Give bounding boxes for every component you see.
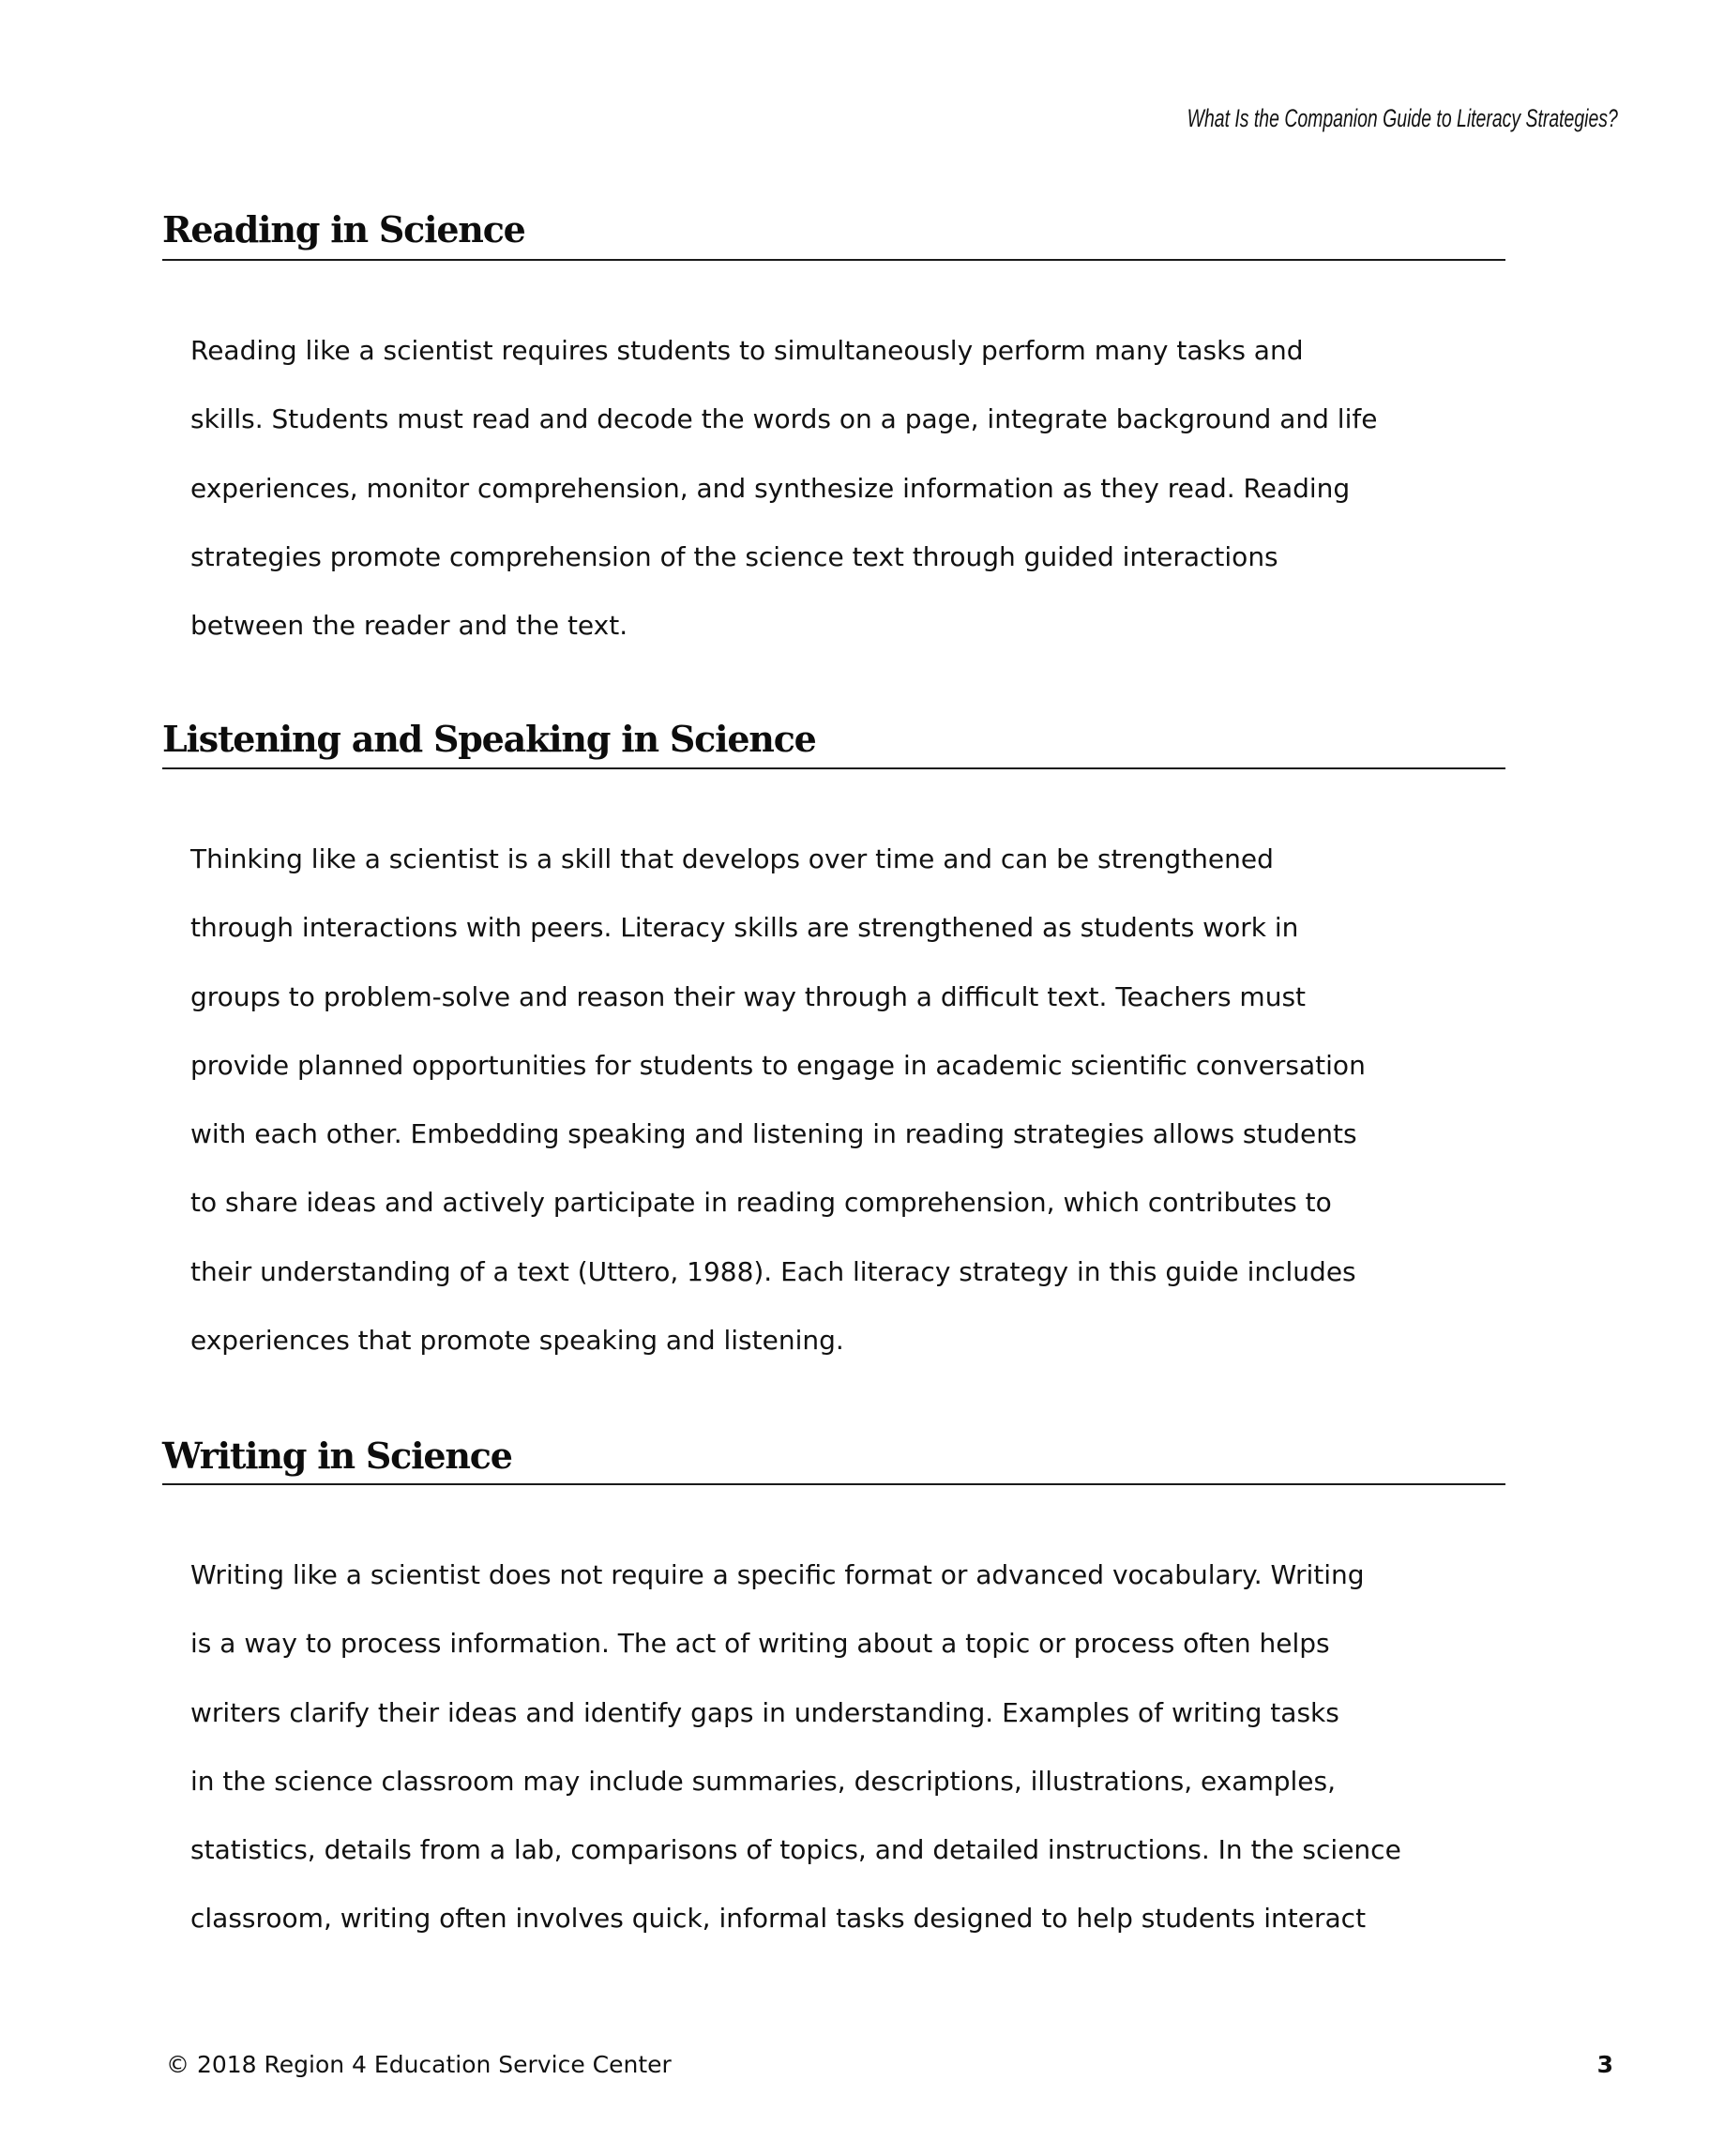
paragraph-line: writers clarify their ideas and identify gaps in understanding. Examples of writing tasks: [190, 1696, 1339, 1728]
paragraph-line: experiences, monitor comprehension, and synthesize information as they read. Reading: [190, 472, 1351, 504]
paragraph-reading: [190, 316, 1377, 660]
paragraph-listening-speaking: [190, 825, 1366, 1374]
running-header: What Is the Companion Guide to Literacy Strategies?: [1187, 104, 1618, 132]
section-heading-writing: Writing in Science: [162, 1435, 512, 1477]
paragraph-line: provide planned opportunities for students to engage in academic scientific conversation: [190, 1049, 1366, 1081]
heading-rule: [162, 259, 1505, 261]
section-heading-reading: Reading in Science: [162, 208, 525, 251]
paragraph-line: between the reader and the text.: [190, 610, 628, 642]
heading-rule: [162, 767, 1505, 769]
section-heading-listening-speaking: Listening and Speaking in Science: [162, 718, 816, 760]
page-number: 3: [1596, 2051, 1613, 2078]
paragraph-line: strategies promote comprehension of the science text through guided interactions: [190, 540, 1278, 572]
footer-copyright: © 2018 Region 4 Education Service Center: [166, 2051, 672, 2078]
paragraph-line: their understanding of a text (Uttero, 1988). Each literacy strategy in this guide includes: [190, 1255, 1356, 1287]
paragraph-line: in the science classroom may include summaries, descriptions, illustrations, examples,: [190, 1765, 1336, 1797]
paragraph-line: Writing like a scientist does not require a specific format or advanced vocabulary. Writing: [190, 1559, 1365, 1590]
paragraph-line: through interactions with peers. Literacy skills are strengthened as students work in: [190, 912, 1299, 944]
paragraph-line: statistics, details from a lab, comparisons of topics, and detailed instructions. In the science: [190, 1834, 1401, 1866]
paragraph-line: Thinking like a scientist is a skill that develops over time and can be strengthened: [190, 843, 1274, 874]
paragraph-line: classroom, writing often involves quick, informal tasks designed to help students interact: [190, 1903, 1367, 1935]
paragraph-line: experiences that promote speaking and listening.: [190, 1325, 844, 1357]
paragraph-line: skills. Students must read and decode the words on a page, integrate background and life: [190, 403, 1378, 435]
paragraph-line: with each other. Embedding speaking and listening in reading strategies allows students: [190, 1118, 1357, 1150]
paragraph-line: to share ideas and actively participate in reading comprehension, which contributes to: [190, 1187, 1332, 1219]
paragraph-line: is a way to process information. The act of writing about a topic or process often helps: [190, 1628, 1330, 1660]
paragraph-writing: [190, 1541, 1401, 1953]
paragraph-line: Reading like a scientist requires students to simultaneously perform many tasks and: [190, 335, 1304, 366]
paragraph-line: groups to problem-solve and reason their way through a difficult text. Teachers must: [190, 980, 1307, 1012]
heading-rule: [162, 1483, 1505, 1485]
